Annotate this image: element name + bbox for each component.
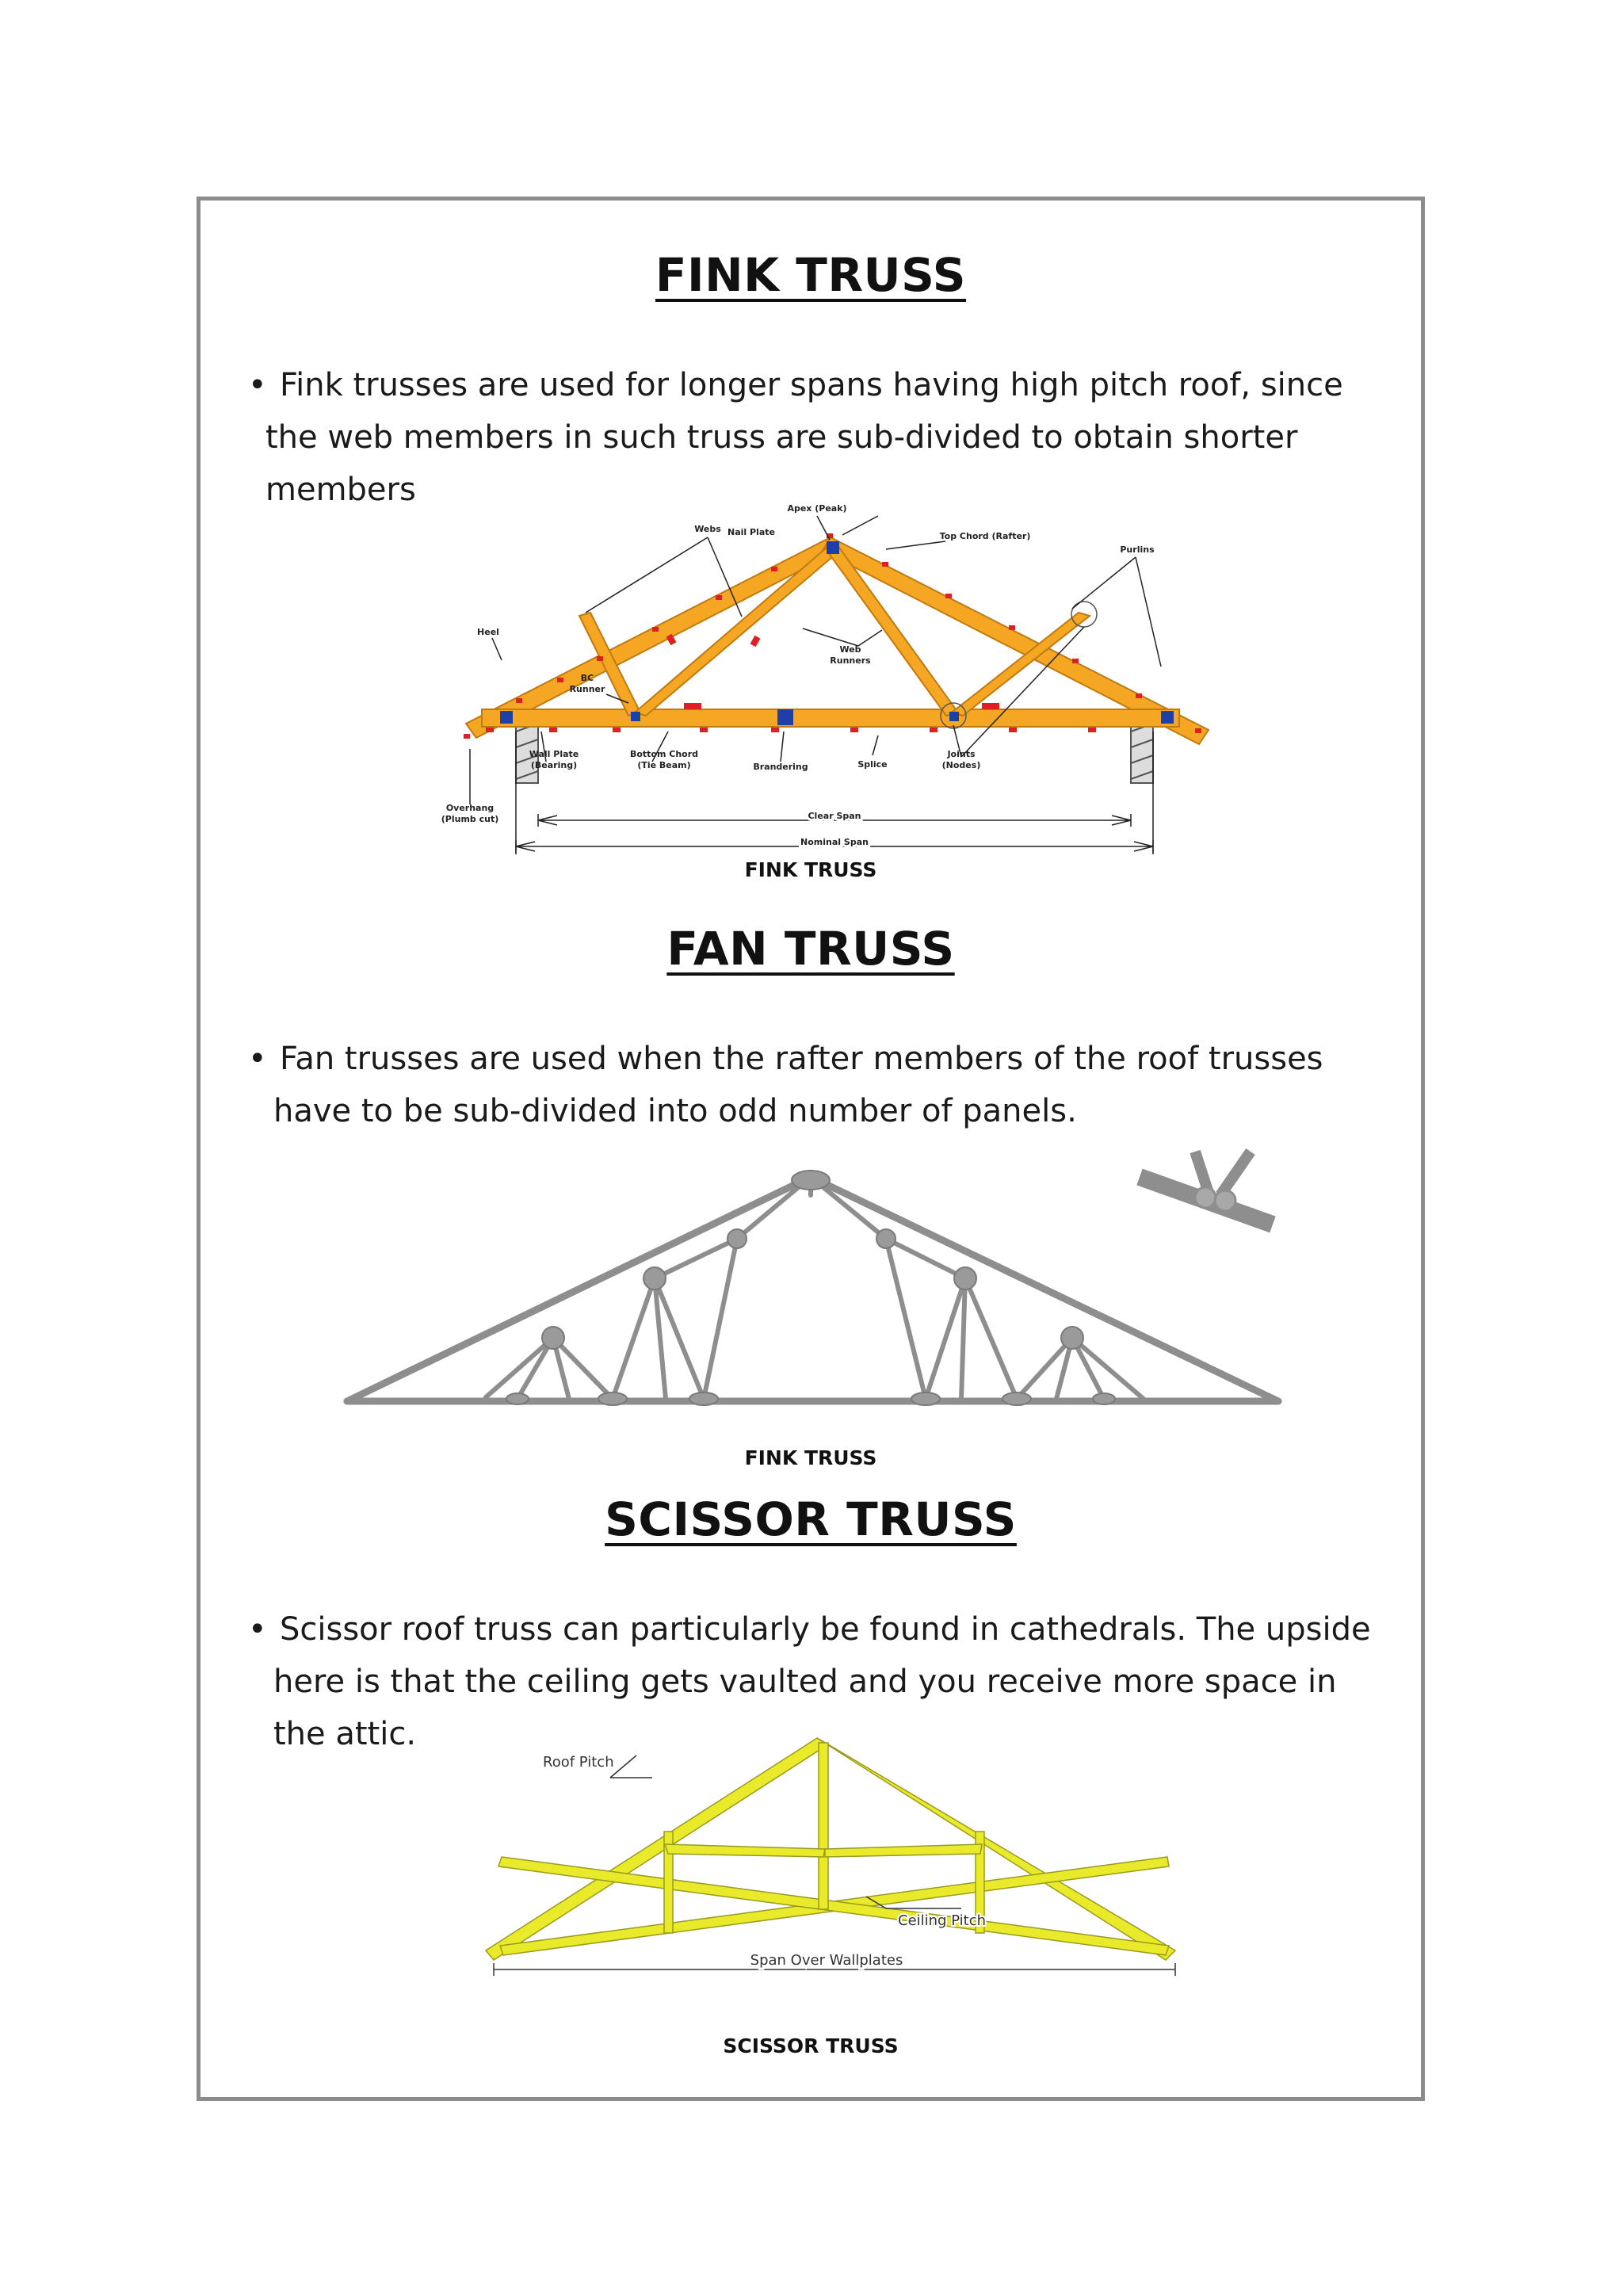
fink-truss-bullet bbox=[248, 359, 1389, 516]
wall-plate-label-2: (Bearing) bbox=[530, 760, 578, 770]
fan-bullet-line-2: have to be sub-divided into odd number of panels. bbox=[273, 1093, 1077, 1129]
fink-bullet-line-3: members bbox=[265, 472, 416, 508]
bottom-chord-label-1: Bottom Chord bbox=[629, 749, 699, 759]
heel-label: Heel bbox=[477, 627, 499, 637]
page-frame bbox=[197, 197, 1425, 2101]
bullet-dot: • bbox=[248, 1041, 267, 1077]
roof-pitch-label: Roof Pitch bbox=[543, 1754, 614, 1771]
apex-label: Apex (Peak) bbox=[787, 503, 847, 514]
scissor-truss-heading: SCISSOR TRUSS bbox=[605, 1492, 1017, 1546]
ceiling-pitch-label: Ceiling Pitch bbox=[898, 1912, 987, 1929]
scissor-bullet-line-2: here is that the ceiling gets vaulted and you receive more space in bbox=[273, 1664, 1337, 1700]
fink-truss-heading: FINK TRUSS bbox=[655, 248, 967, 302]
fan-joint-detail bbox=[1140, 1152, 1273, 1224]
bottom-chord-label-2: (Tie Beam) bbox=[637, 760, 691, 770]
fink-truss-diagram bbox=[438, 494, 1207, 847]
splice-label: Splice bbox=[857, 759, 888, 770]
span-label: Span Over Wallplates bbox=[750, 1952, 903, 1969]
scissor-bullet-line-3: the attic. bbox=[273, 1716, 417, 1752]
fan-truss-heading: FAN TRUSS bbox=[666, 922, 955, 976]
scissor-bullet-line-1: Scissor roof truss can particularly be found in cathedrals. The upside bbox=[280, 1611, 1371, 1648]
fink-bullet-line-1: Fink trusses are used for longer spans having high pitch roof, since bbox=[280, 367, 1343, 403]
web-runners-label-1: Web bbox=[839, 644, 861, 655]
clear-span-label: Clear Span bbox=[808, 811, 861, 821]
bc-runner-label-2: Runner bbox=[569, 684, 605, 694]
joints-label-1: Joints bbox=[947, 749, 976, 759]
top-chord-label: Top Chord (Rafter) bbox=[939, 531, 1031, 541]
overhang-label-1: Overhang bbox=[445, 803, 495, 813]
joints-label-2: (Nodes) bbox=[941, 760, 981, 770]
webs-label: Webs bbox=[694, 524, 721, 534]
fan-truss-caption: FINK TRUSS bbox=[744, 1446, 877, 1469]
purlins-label: Purlins bbox=[1120, 544, 1155, 555]
purlin-markers bbox=[464, 533, 1201, 739]
brandering-label: Brandering bbox=[753, 762, 808, 772]
bc-runner-label-1: BC bbox=[580, 673, 594, 683]
wall-supports bbox=[516, 720, 1153, 783]
fan-truss-bullet bbox=[248, 1033, 1389, 1137]
fink-bullet-line-2: the web members in such truss are sub-divided to obtain shorter bbox=[265, 419, 1298, 456]
fink-truss-caption: FINK TRUSS bbox=[744, 858, 877, 881]
scissor-truss-diagram bbox=[486, 1738, 1183, 1976]
scissor-truss-bullet bbox=[248, 1603, 1405, 1760]
fan-truss-diagram bbox=[339, 1152, 1306, 1421]
wall-plate-label-1: Wall Plate bbox=[529, 749, 579, 759]
nail-plate-label: Nail Plate bbox=[727, 527, 775, 537]
scissor-truss-caption: SCISSOR TRUSS bbox=[723, 2034, 899, 2057]
bullet-dot: • bbox=[248, 367, 267, 403]
bottom-chord bbox=[482, 709, 1179, 727]
fan-bullet-line-1: Fan trusses are used when the rafter members of the roof trusses bbox=[280, 1041, 1323, 1077]
nominal-span-label: Nominal Span bbox=[800, 837, 869, 847]
overhang-label-2: (Plumb cut) bbox=[441, 814, 499, 824]
bullet-dot: • bbox=[248, 1611, 267, 1648]
web-runners-label-2: Runners bbox=[830, 655, 871, 666]
